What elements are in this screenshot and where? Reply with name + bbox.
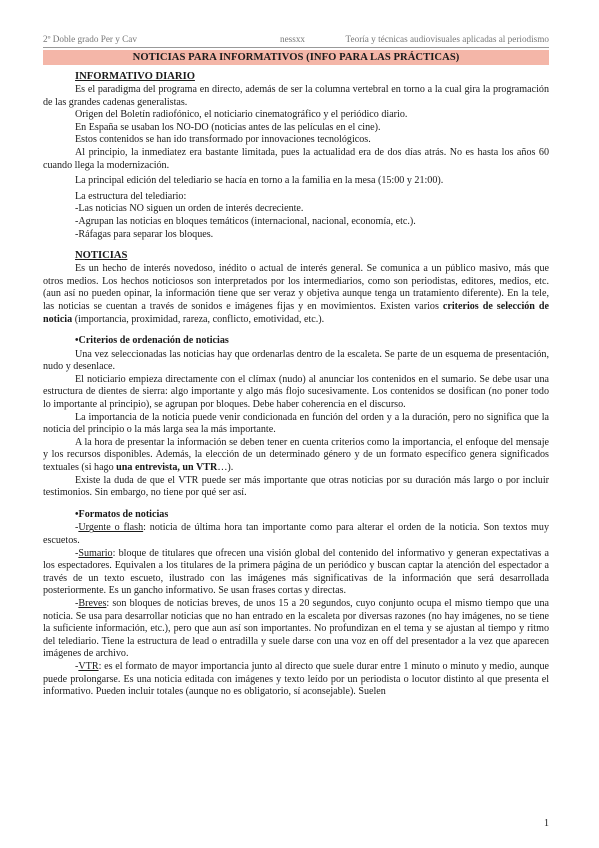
paragraph: Origen del Boletín radiofónico, el noticiario cinematográfico y el periódico diario. [75, 109, 408, 121]
subsection-title-criterios: •Criterios de ordenación de noticias [75, 335, 229, 347]
header-course: 2º Doble grado Per y Cav [43, 34, 137, 44]
header-subject: Teoría y técnicas audiovisuales aplicadas al periodismo [345, 34, 549, 44]
paragraph: En España se usaban los NO-DO (noticias antes de las películas en el cine). [75, 121, 381, 133]
paragraph-urgente: -Urgente o flash: noticia de última hora tan importante como para alterar el orden de la noticia. Son textos muy escuetos. [43, 522, 549, 546]
header-author: nessxx [280, 34, 306, 44]
paragraph: Existe la duda de que el VTR puede ser más importante que otras noticias por su duración más largo o por incluir testimonios. Sin embargo, no tiene por qué ser así. [43, 474, 549, 499]
paragraph: La importancia de la noticia puede venir condicionada en función del orden y a la duración, pero no significa que la noticia del principio o la más larga sea la más importante. [43, 411, 549, 436]
paragraph: La principal edición del telediario se hacía en torno a la familia en la mesa (15:00 y 21:00). [75, 175, 444, 187]
term-breves: Breves [78, 597, 107, 609]
paragraph: El noticiario empieza directamente con el clímax (nudo) al anunciar los contenidos en el sumario. Se debe usar una estructura de dientes de sierra: algo importante y algo más flojo sucesivamente. Los contenidos se dosifican (no poner todo lo importante al principio), se agrupan por bloques. Debe haber coherencia en el discurso. [43, 373, 549, 411]
paragraph-breves: -Breves: son bloques de noticias breves, de unos 15 a 20 segundos, cuyo conjunto ocupa el mismo tiempo que una noticia. Se usa para desarrollar noticias que no han entrado en la escaleta por diversas razones (no hay imágenes, no se tiene la suficiente información, etc.), pero que aun así son importantes. No profundizan en el tema y se ajustan al tiempo y ritmo del telediario. Tiene la estructura de lead o entradilla y suele darse con una voz en off del presentador a la vez que aparecen imágenes de archivo. [43, 597, 549, 660]
bold-term: una entrevista, un VTR [116, 462, 218, 474]
term-vtr: VTR [78, 660, 99, 672]
page-header [43, 33, 549, 48]
subsection-title-formatos: •Formatos de noticias [75, 508, 169, 520]
paragraph: Es un hecho de interés novedoso, inédito o actual de interés general. Se comunica a un público masivo, más que otros medios. Los hechos noticiosos son interpretados por los intermediarios, como son periodistas, editores, medios, etc. (aun así no pueden opinar, la información tiene que ser veraz y objetiva aunque tenga un tratamiento diferente). En la tele, las noticias se cuentan a través de sonidos e imágenes fijas y en movimientos. Existen varios criterios de selección de noticia (importancia, proximidad, rareza, conflicto, emotividad, etc.). [43, 263, 549, 325]
paragraph: Al principio, la inmediatez era bastante limitada, pues la actualidad era de dos días atrás. No es hasta los años 60 cuando llega la modernización. [43, 146, 549, 171]
paragraph: La estructura del telediario: [75, 190, 187, 202]
paragraph-vtr: -VTR: es el formato de mayor importancia junto al directo que suele durar entre 1 minuto o minuto y medio, aunque puede prolongarse. Es una noticia editada con imágenes y texto leído por un periodista o locutor distinto al que presenta el informativo. Pueden incluir totales (aunque no es obligatorio, sí aconsejable). Suelen [43, 660, 549, 698]
section-title-noticias: NOTICIAS [75, 250, 128, 262]
paragraph: Estos contenidos se han ido transformado por innovaciones tecnológicos. [75, 134, 371, 146]
paragraph: A la hora de presentar la información se deben tener en cuenta criterios como la importancia, el enfoque del mensaje y los recursos disponibles. Además, la elección de un determinado género y de un formato específico genera significados textuales (si hago una entrevista, un VTR…). [43, 436, 549, 474]
page-number: 1 [544, 818, 549, 829]
term-sumario: Sumario [78, 547, 113, 559]
document-body [43, 67, 549, 699]
bold-term: criterios de selección de noticia [43, 300, 549, 325]
term-urgente: Urgente o flash [78, 522, 144, 534]
paragraph: Una vez seleccionadas las noticias hay que ordenarlas dentro de la escaleta. Se parte de un esquema de presentación, nudo y desenlace. [43, 348, 549, 373]
list-item: -Ráfagas para separar los bloques. [75, 228, 214, 240]
list-item: -Las noticias NO siguen un orden de interés decreciente. [75, 203, 304, 215]
list-item: -Agrupan las noticias en bloques temáticos (internacional, nacional, economía, etc.). [75, 215, 416, 227]
paragraph: Es el paradigma del programa en directo, además de ser la columna vertebral en torno a la cual gira la programación de las grandes cadenas generalistas. [43, 84, 549, 108]
paragraph-sumario: -Sumario: bloque de titulares que ofrecen una visión global del contenido del informativo y generan expectativas a los espectadores. Equivalen a los titulares de la primera página de un periódico y buscan captar la atención del espectador a través de un texto escueto, ilustrado con las imágenes más significativas de la información que será desarrollada posteriormente. Es un gancho informativo. Se usan frases cortas y directas. [43, 547, 549, 597]
section-title-informativo: INFORMATIVO DIARIO [75, 71, 195, 82]
document-title-banner: NOTICIAS PARA INFORMATIVOS (INFO PARA LAS PRÁCTICAS) [43, 50, 549, 65]
